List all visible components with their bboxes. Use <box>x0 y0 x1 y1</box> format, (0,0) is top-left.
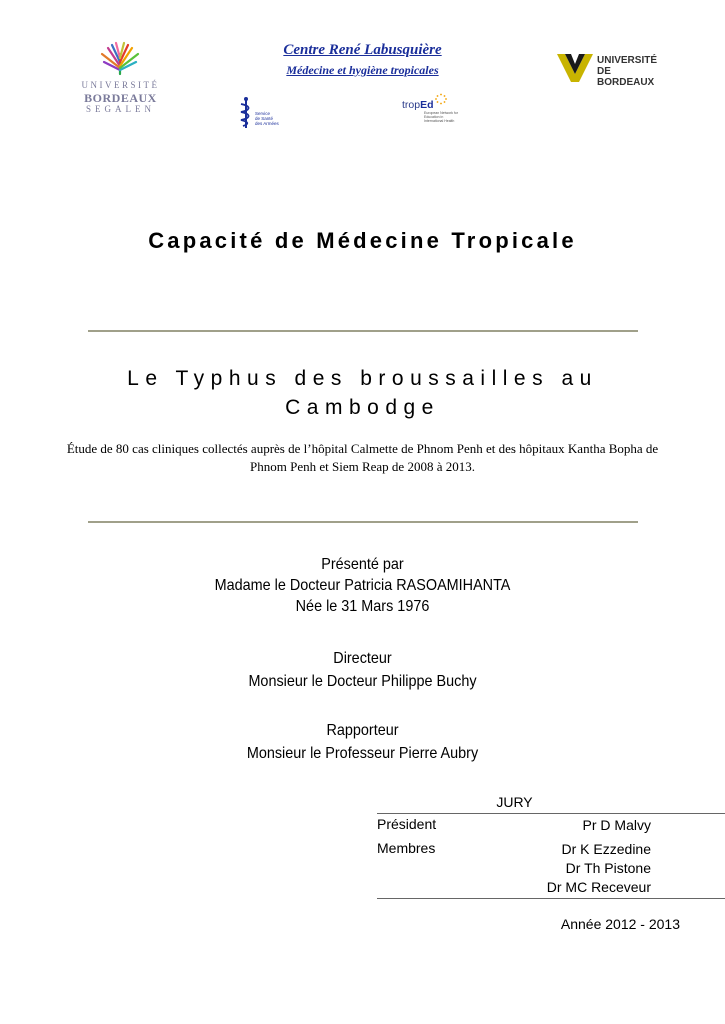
jury-divider-top <box>377 813 725 814</box>
divider-bottom <box>88 521 638 523</box>
membres-list <box>480 840 651 897</box>
troped-suffix: Ed <box>420 99 434 111</box>
ssa-line2: de Santé <box>255 116 274 121</box>
membre-item: Dr Th Pistone <box>565 860 651 876</box>
rapporteur-label: Rapporteur <box>326 722 399 739</box>
directeur-block <box>0 647 725 693</box>
troped-prefix: trop <box>402 99 421 111</box>
rapporteur-name: Monsieur le Professeur Pierre Aubry <box>246 745 479 762</box>
membres-label: Membres <box>377 840 436 856</box>
troped-logo <box>400 95 460 125</box>
divider-top <box>88 330 638 332</box>
header-title: Centre René Labusquière <box>283 42 442 58</box>
presenter-name: Madame le Docteur Patricia RASOAMIHANTA <box>214 577 511 594</box>
membre-item: Dr MC Receveur <box>546 879 651 895</box>
troped-tagline: European Network for Education in International Health <box>424 111 459 123</box>
document-title: Capacité de Médecine Tropicale <box>148 228 577 253</box>
presented-block <box>0 554 725 617</box>
presenter-birth: Née le 31 Mars 1976 <box>295 598 430 615</box>
presented-label: Présenté par <box>321 556 404 573</box>
logo-right-line1: UNIVERSITÉ DE <box>597 55 658 77</box>
service-sante-armees-logo <box>238 96 288 130</box>
header-subtitle: Médecine et hygiène tropicales <box>286 63 439 77</box>
subject-line1: Le Typhus des broussailles au <box>127 367 598 390</box>
universite-de-bordeaux-logo <box>555 52 665 86</box>
caduceus-icon <box>238 96 254 130</box>
eu-stars-icon <box>434 93 448 105</box>
academic-year: Année 2012 - 2013 <box>560 916 680 932</box>
logo-left-line2: BORDEAUX <box>84 91 157 105</box>
jury-title: JURY <box>496 794 533 810</box>
president-label: Président <box>377 816 437 832</box>
rapporteur-block <box>0 719 725 765</box>
study-description: Étude de 80 cas cliniques collectés auprès de l’hôpital Calmette de Phnom Penh et des hôpitaux Kantha Bopha de Phnom Penh et Siem Reap de 2008 à 2013. <box>66 441 659 474</box>
membre-item: Dr K Ezzedine <box>561 841 651 857</box>
directeur-name: Monsieur le Docteur Philippe Buchy <box>248 673 477 690</box>
logo-right-line2: BORDEAUX <box>597 77 655 88</box>
subject-line2: Cambodge <box>285 396 440 419</box>
ub-logo-icon <box>555 52 595 84</box>
logo-left-line1: UNIVERSITÉ <box>81 80 160 90</box>
directeur-label: Directeur <box>333 650 392 667</box>
logo-left-line3: SEGALEN <box>86 104 155 114</box>
ssa-line1: Service <box>255 111 271 116</box>
president-name: Pr D Malvy <box>582 817 651 833</box>
jury-divider-bottom <box>377 898 725 899</box>
ssa-line3: des Armées <box>255 121 279 126</box>
thesis-subject <box>90 364 635 422</box>
